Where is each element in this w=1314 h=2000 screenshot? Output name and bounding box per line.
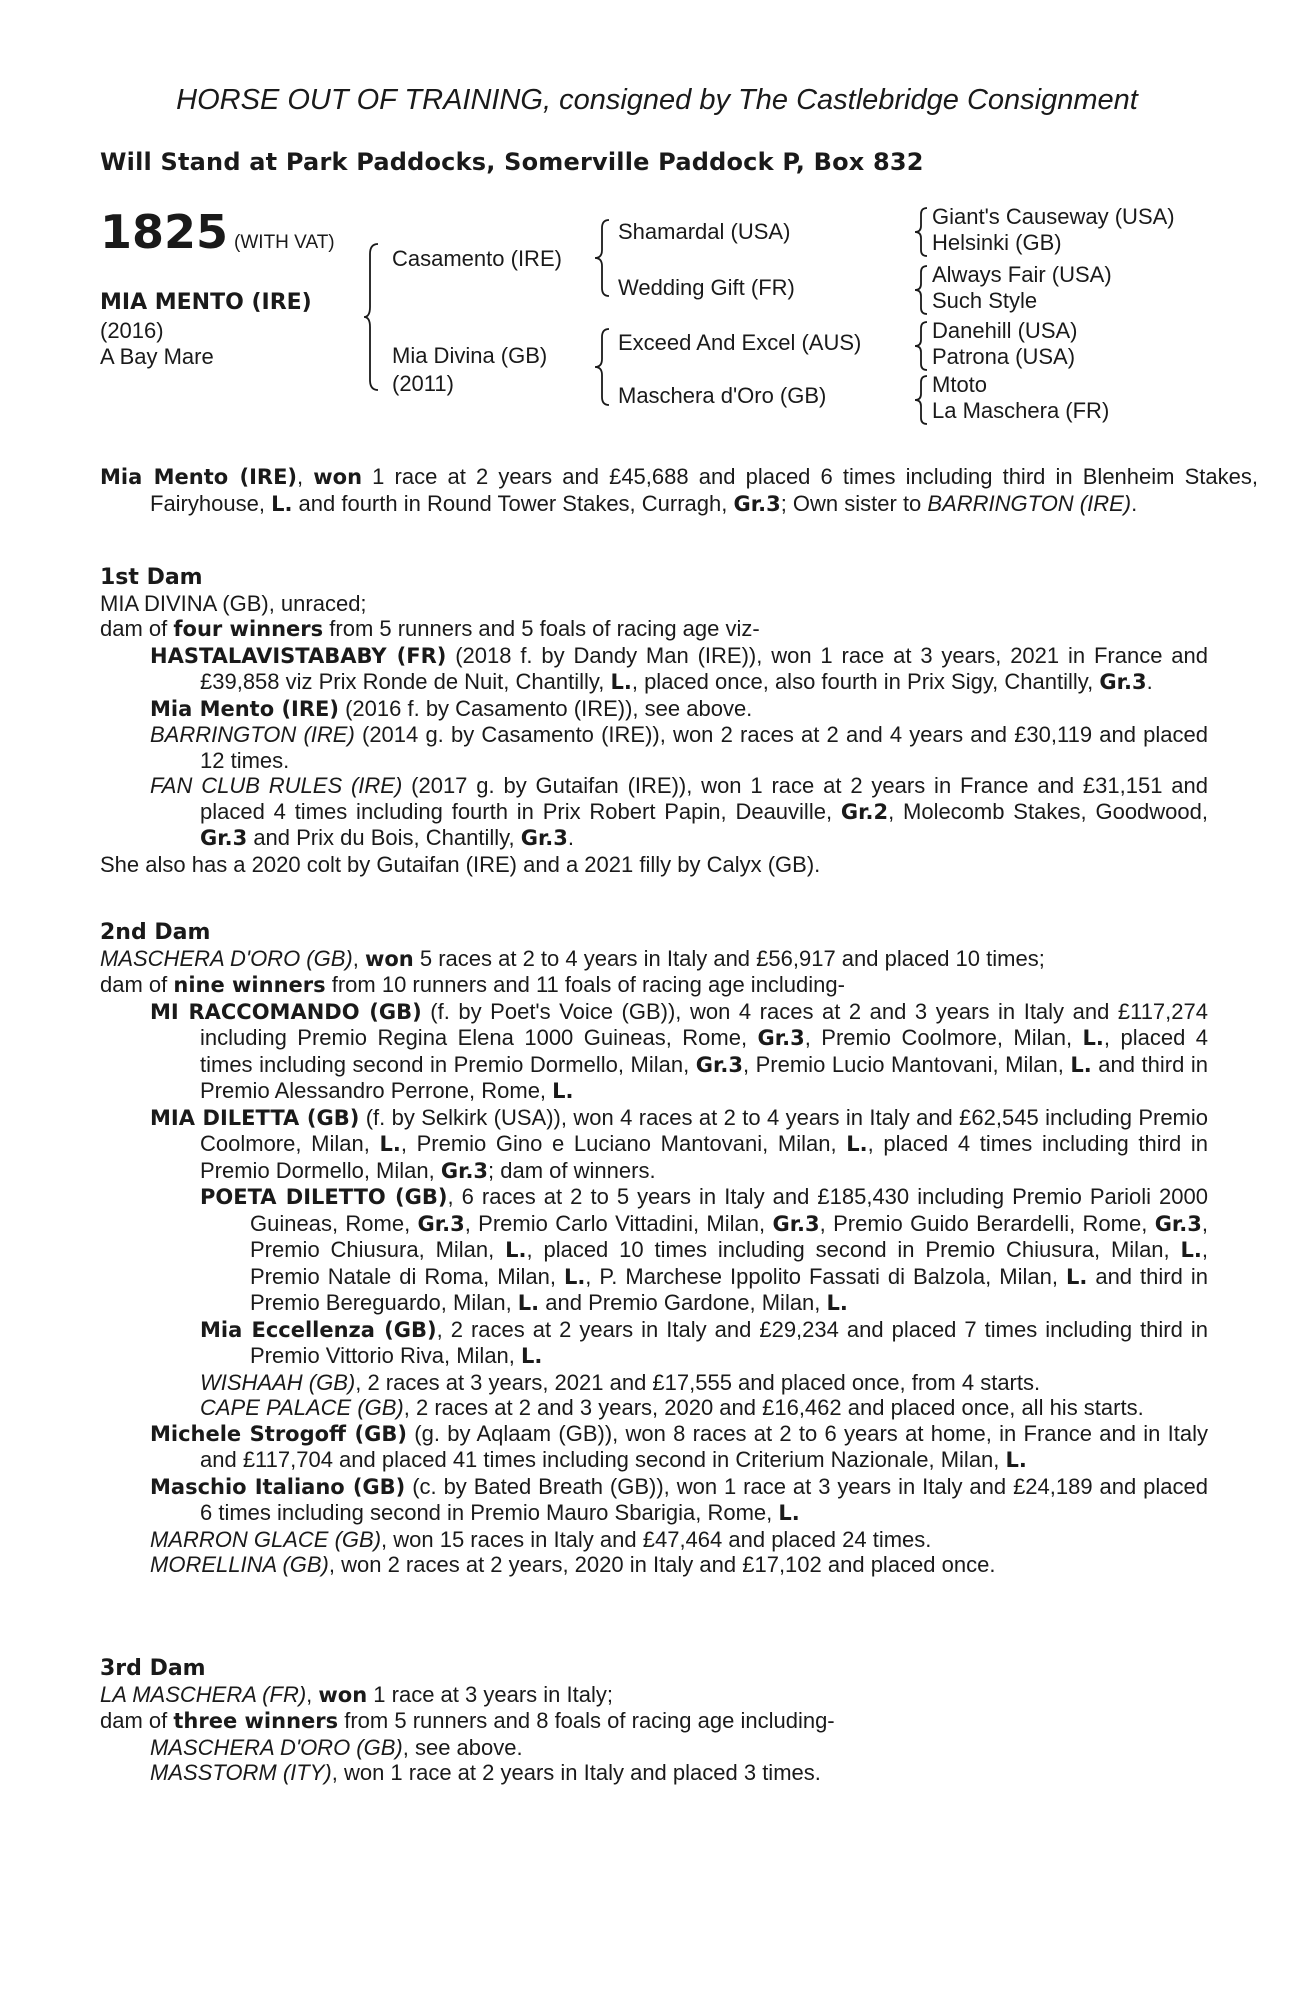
list-item: BARRINGTON (IRE) (2014 g. by Casamento (IRE)), won 2 races at 2 and 4 years and £30,119 and placed 12 times. xyxy=(150,722,1208,773)
horse-summary: Mia Mento (IRE), won 1 race at 2 years and £45,688 and placed 6 times including third in Blenheim Stakes, Fairyhouse, L. and fourth in Round Tower Stakes, Curragh, Gr.3; Own sister to BARRINGTON (IRE). xyxy=(100,464,1258,516)
list-item: Michele Strogoff (GB) (g. by Aqlaam (GB)), won 8 races at 2 to 6 years at home, in France and in Italy and £117,704 and placed 41 times including second in Criterium Nazionale, Milan, L. xyxy=(150,1420,1208,1472)
pedigree-brace-dam xyxy=(593,327,613,407)
pedigree-sire: Casamento (IRE) xyxy=(392,246,562,271)
pedigree-dam-dam: Maschera d'Oro (GB) xyxy=(618,383,827,408)
pedigree-g6: Patrona (USA) xyxy=(932,344,1076,369)
second-dam-name: MASCHERA D'ORO (GB), won 5 races at 2 to 4 years in Italy and £56,917 and placed 10 times; xyxy=(100,945,1045,971)
pedigree-g8: La Maschera (FR) xyxy=(932,398,1110,423)
foaling-year: (2016) xyxy=(100,318,164,343)
horse-details xyxy=(100,318,214,370)
pedigree-g3: Always Fair (USA) xyxy=(932,262,1112,287)
list-item: Mia Eccellenza (GB), 2 races at 2 years in Italy and £29,234 and placed 7 times including third in Premio Vittorio Riva, Milan, L. xyxy=(200,1316,1208,1368)
lot-number: 1825 xyxy=(100,205,229,259)
pedigree-g5: Danehill (USA) xyxy=(932,318,1078,343)
list-item: MARRON GLACE (GB), won 15 races in Italy and £47,464 and placed 24 times. xyxy=(150,1526,932,1552)
pedigree-brace-main xyxy=(362,242,382,392)
first-dam-produce-summary: dam of four winners from 5 runners and 5 foals of racing age viz- xyxy=(100,616,760,641)
list-item: Mia Mento (IRE) (2016 f. by Casamento (IRE)), see above. xyxy=(150,695,753,721)
horse-name: MIA MENTO (IRE) xyxy=(100,290,312,315)
list-item: FAN CLUB RULES (IRE) (2017 g. by Gutaifan (IRE)), won 1 race at 2 years in France and £31,151 and placed 4 times including fourth in Prix Robert Papin, Deauville, Gr.2, Molecomb Stakes, Goodwood, Gr.3 and Prix du Bois, Chantilly, Gr.3. xyxy=(150,773,1209,850)
pedigree-brace-g1 xyxy=(913,206,931,258)
first-dam-heading: 1st Dam xyxy=(100,565,203,590)
third-dam-heading: 3rd Dam xyxy=(100,1656,206,1681)
stand-location: Will Stand at Park Paddocks, Somerville Paddock P, Box 832 xyxy=(100,148,924,176)
second-dam-heading: 2nd Dam xyxy=(100,920,211,945)
summary-horse-name: Mia Mento (IRE) xyxy=(100,465,298,489)
list-item: MASSTORM (ITY), won 1 race at 2 years in Italy and placed 3 times. xyxy=(150,1760,821,1785)
list-item: WISHAAH (GB), 2 races at 3 years, 2021 and £17,555 and placed once, from 4 starts. xyxy=(200,1369,1041,1395)
third-dam-section xyxy=(100,1656,1208,1786)
list-item: MI RACCOMANDO (GB) (f. by Poet's Voice (GB)), won 4 races at 2 and 3 years in Italy and £117,274 including Premio Regina Elena 1000 Guineas, Rome, Gr.3, Premio Coolmore, Milan, L., placed 4 times including second in Premio Dormello, Milan, Gr.3, Premio Lucio Mantovani, Milan, L. and third in Premio Alessandro Perrone, Rome, L. xyxy=(150,998,1209,1103)
pedigree-g4: Such Style xyxy=(932,288,1038,313)
list-item: POETA DILETTO (GB), 6 races at 2 to 5 years in Italy and £185,430 including Premio Parioli 2000 Guineas, Rome, Gr.3, Premio Carlo Vittadini, Milan, Gr.3, Premio Guido Berardelli, Rome, Gr.3, Premio Chiusura, Milan, L., placed 10 times including second in Premio Chiusura, Milan, L., Premio Natale di Roma, Milan, L., P. Marchese Ippolito Fassati di Balzola, Milan, L. and third in Premio Bereguardo, Milan, L. and Premio Gardone, Milan, L. xyxy=(200,1184,1209,1315)
list-item: MASCHERA D'ORO (GB), see above. xyxy=(150,1734,523,1760)
third-dam-produce-summary: dam of three winners from 5 runners and 8 foals of racing age including- xyxy=(100,1708,835,1733)
vat-note: (WITH VAT) xyxy=(234,232,335,253)
pedigree-g1: Giant's Causeway (USA) xyxy=(932,204,1175,229)
horse-description: A Bay Mare xyxy=(100,344,214,369)
pedigree-dam-sire: Exceed And Excel (AUS) xyxy=(618,330,862,355)
first-dam-name: MIA DIVINA (GB), unraced; xyxy=(100,590,367,616)
pedigree-dam-year: (2011) xyxy=(392,371,454,396)
pedigree-g7: Mtoto xyxy=(932,372,988,397)
consignment-line: HORSE OUT OF TRAINING, consigned by The Castlebridge Consignment xyxy=(176,84,1138,116)
lot-header xyxy=(100,205,335,259)
first-dam-section xyxy=(100,565,1208,877)
pedigree-brace-g4 xyxy=(913,374,931,426)
list-item: MIA DILETTA (GB) (f. by Selkirk (USA)), won 4 races at 2 to 4 years in Italy and £62,545 including Premio Coolmore, Milan, L., Premio Gino e Luciano Mantovani, Milan, L., placed 4 times including third in Premio Dormello, Milan, Gr.3; dam of winners. xyxy=(150,1104,1209,1183)
pedigree-sire-dam: Wedding Gift (FR) xyxy=(618,275,795,300)
second-dam-produce-summary: dam of nine winners from 10 runners and 11 foals of racing age including- xyxy=(100,972,845,997)
first-dam-footer: She also has a 2020 colt by Gutaifan (IRE) and a 2021 filly by Calyx (GB). xyxy=(100,851,821,877)
third-dam-name: LA MASCHERA (FR), won 1 race at 3 years in Italy; xyxy=(100,1681,613,1707)
pedigree-brace-sire xyxy=(593,218,613,298)
list-item: Maschio Italiano (GB) (c. by Bated Breath (GB)), won 1 race at 3 years in Italy and £24,189 and placed 6 times including second in Premio Mauro Sbarigia, Rome, L. xyxy=(150,1473,1208,1525)
list-item: MORELLINA (GB), won 2 races at 2 years, 2020 in Italy and £17,102 and placed once. xyxy=(150,1552,996,1577)
pedigree-brace-g2 xyxy=(913,264,931,316)
pedigree-g2: Helsinki (GB) xyxy=(932,230,1062,255)
pedigree-brace-g3 xyxy=(913,320,931,372)
second-dam-section xyxy=(100,920,1208,1578)
list-item: CAPE PALACE (GB), 2 races at 2 and 3 years, 2020 and £16,462 and placed once, all his starts. xyxy=(200,1395,1144,1420)
pedigree-dam: Mia Divina (GB) xyxy=(392,343,548,368)
list-item: HASTALAVISTABABY (FR) (2018 f. by Dandy Man (IRE)), won 1 race at 3 years, 2021 in France and £39,858 viz Prix Ronde de Nuit, Chantilly, L., placed once, also fourth in Prix Sigy, Chantilly, Gr.3. xyxy=(150,642,1209,694)
pedigree-sire-sire: Shamardal (USA) xyxy=(618,219,791,244)
